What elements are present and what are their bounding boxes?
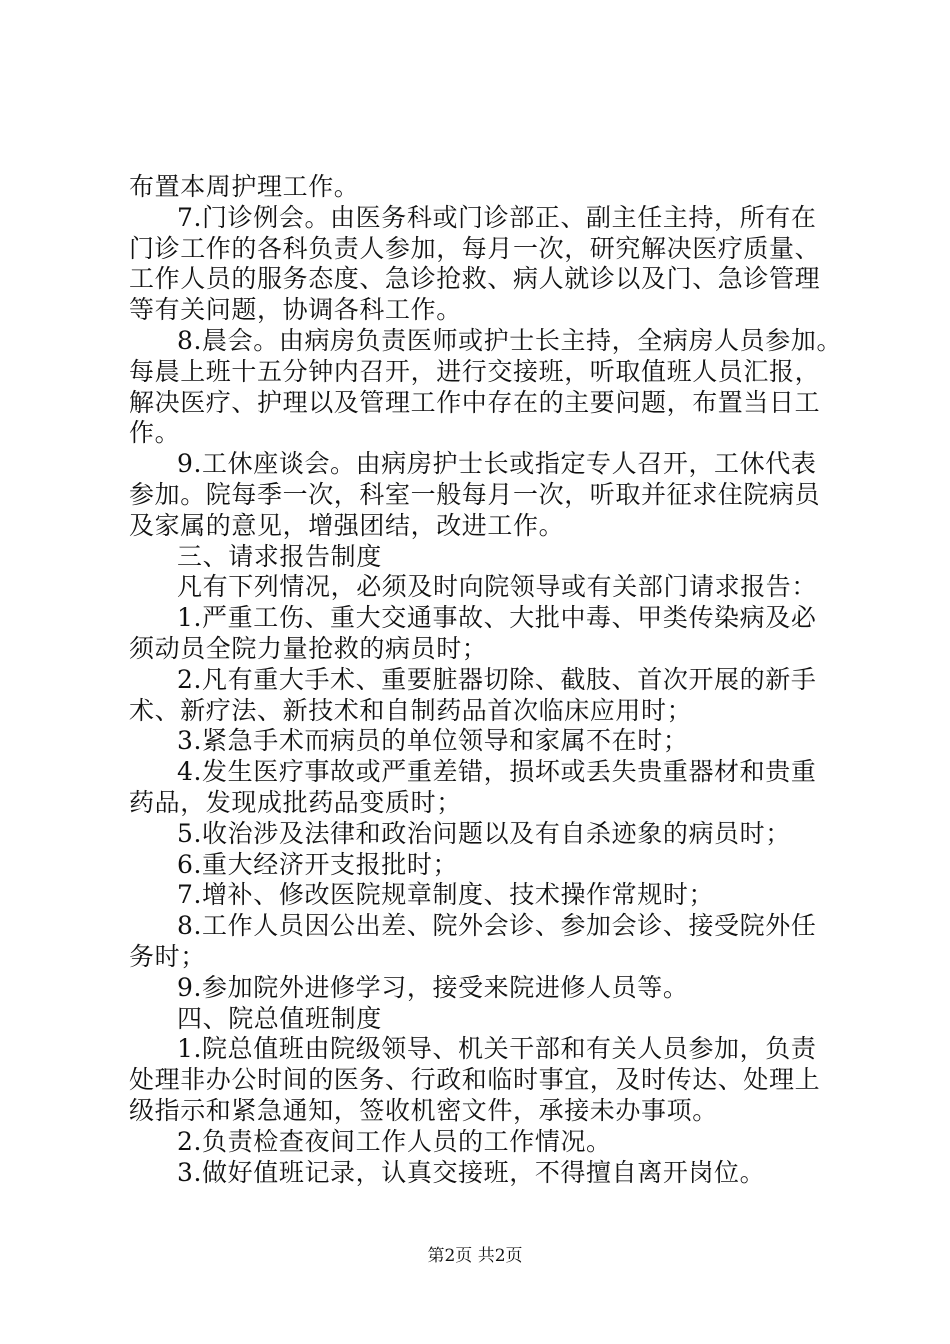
text-line: 及家属的意见，增强团结，改进工作。 (129, 510, 565, 540)
text-line: 3.紧急手术而病员的单位领导和家属不在时； (177, 726, 689, 756)
text-line: 门诊工作的各科负责人参加，每月一次，研究解决医疗质量、 (129, 233, 821, 263)
text-line: 3.做好值班记录，认真交接班，不得擅自离开岗位。 (177, 1157, 766, 1187)
text-line: 术、新疗法、新技术和自制药品首次临床应用时； (129, 695, 693, 725)
text-line: 布置本周护理工作。 (129, 172, 360, 201)
text-line: 四、院总值班制度 (177, 1003, 382, 1033)
text-line: 1.严重工伤、重大交通事故、大批中毒、甲类传染病及必 (177, 603, 817, 633)
text-line: 参加。院每季一次，科室一般每月一次，听取并征求住院病员 (129, 480, 821, 509)
text-line: 8.晨会。由病房负责医师或护士长主持，全病房人员参加。 (177, 326, 843, 355)
text-line: 9.工休座谈会。由病房护士长或指定专人召开，工休代表 (177, 449, 817, 479)
text-line: 药品，发现成批药品变质时； (129, 788, 462, 817)
text-line: 1.院总值班由院级领导、机关干部和有关人员参加，负责 (177, 1034, 817, 1064)
text-line: 等有关问题，协调各科工作。 (129, 295, 462, 325)
text-line: 7.门诊例会。由医务科或门诊部正、副主任主持，所有在 (177, 202, 817, 232)
text-line: 凡有下列情况，必须及时向院领导或有关部门请求报告： (177, 572, 818, 602)
text-line: 7.增补、修改医院规章制度、技术操作常规时； (177, 880, 715, 910)
text-line: 处理非办公时间的医务、行政和临时事宜，及时传达、处理上 (129, 1065, 821, 1095)
text-line: 9.参加院外进修学习，接受来院进修人员等。 (177, 972, 689, 1002)
text-line: 务时； (129, 942, 206, 971)
text-line: 作。 (129, 418, 181, 448)
text-line: 级指示和紧急通知，签收机密文件，承接未办事项。 (129, 1096, 718, 1125)
text-line: 8.工作人员因公出差、院外会诊、参加会诊、接受院外任 (177, 911, 817, 941)
text-line: 每晨上班十五分钟内召开，进行交接班，听取值班人员汇报， (129, 356, 821, 386)
text-line: 2.负责检查夜间工作人员的工作情况。 (177, 1126, 612, 1156)
text-line: 6.重大经济开支报批时； (177, 849, 459, 879)
text-line: 须动员全院力量抢救的病员时； (129, 634, 488, 663)
page-footer: 第2页 共2页 (427, 1246, 523, 1266)
text-line: 5.收治涉及法律和政治问题以及有自杀迹象的病员时； (177, 818, 791, 848)
text-line: 4.发生医疗事故或严重差错，损坏或丢失贵重器材和贵重 (177, 757, 817, 787)
text-line: 三、请求报告制度 (177, 541, 382, 571)
text-line: 工作人员的服务态度、急诊抢救、病人就诊以及门、急诊管理 (129, 264, 821, 294)
text-line: 2.凡有重大手术、重要脏器切除、截肢、首次开展的新手 (177, 664, 817, 694)
text-line: 解决医疗、护理以及管理工作中存在的主要问题，布置当日工 (129, 387, 821, 417)
